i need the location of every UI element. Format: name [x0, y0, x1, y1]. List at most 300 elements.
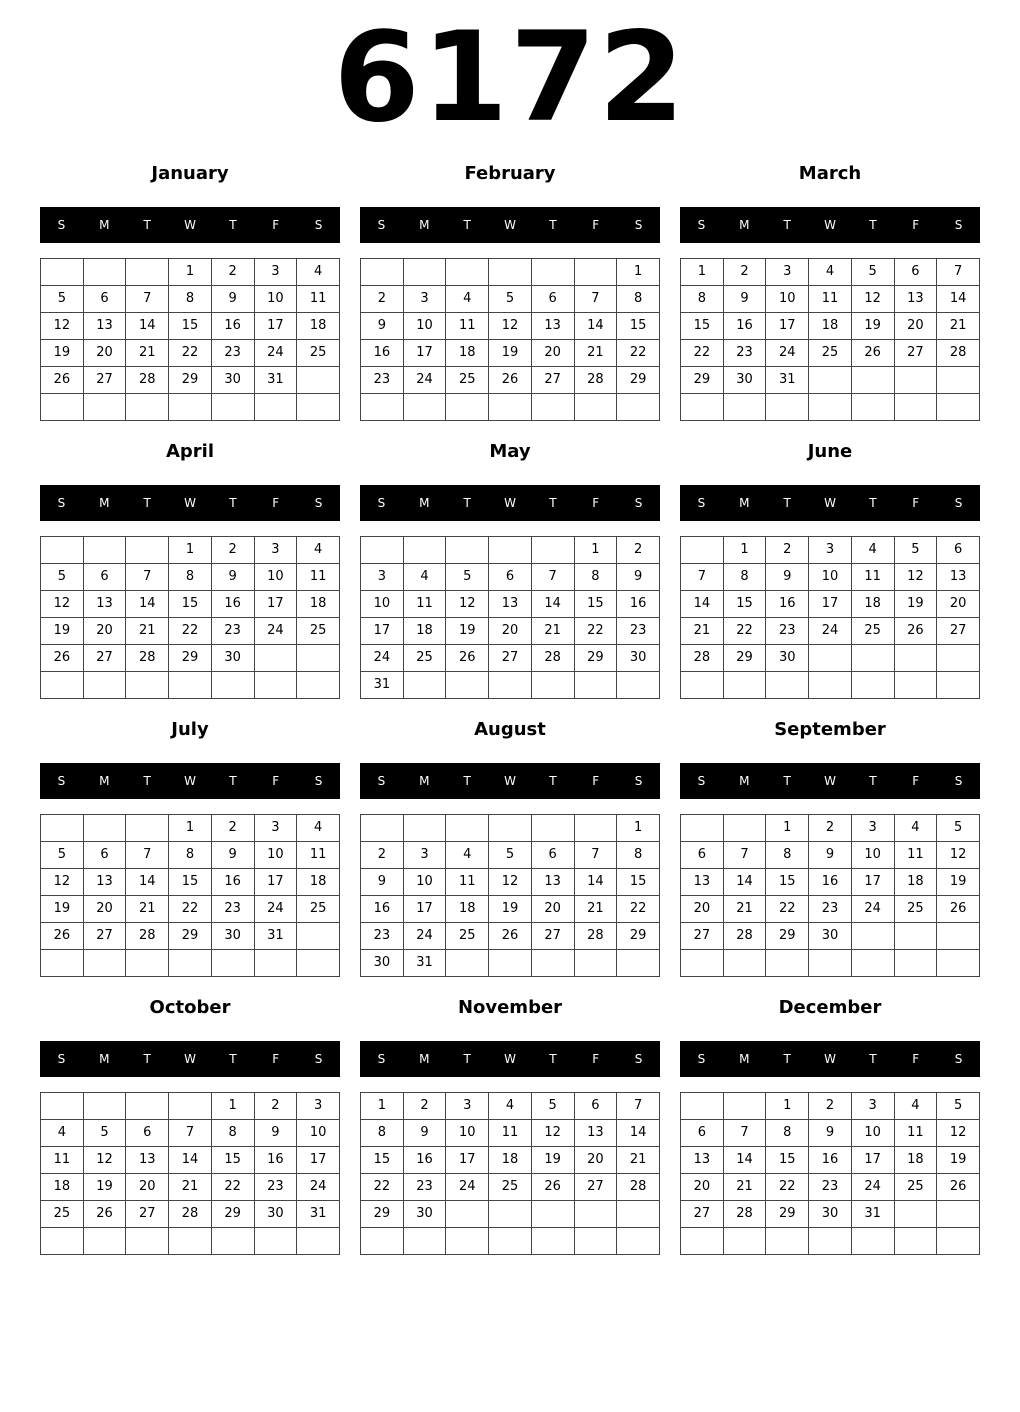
weekday-label: T	[463, 496, 471, 510]
day-cell: 20	[937, 591, 980, 618]
day-cell: 6	[489, 564, 532, 591]
day-cell: 18	[446, 896, 489, 923]
day-cell: 22	[617, 340, 660, 367]
day-cell: 21	[937, 313, 980, 340]
week-row	[41, 869, 340, 896]
day-cell: 3	[403, 286, 446, 313]
day-cell	[681, 672, 724, 699]
day-cell: 6	[681, 842, 724, 869]
day-cell: 15	[169, 591, 212, 618]
day-cell	[403, 394, 446, 421]
day-cell: 30	[211, 367, 254, 394]
week-row	[41, 286, 340, 313]
day-grid	[680, 814, 980, 977]
day-cell: 1	[617, 259, 660, 286]
day-cell	[766, 950, 809, 977]
weekday-label: F	[912, 496, 920, 510]
week-row	[41, 1093, 340, 1120]
day-cell: 16	[361, 340, 404, 367]
day-cell: 13	[531, 313, 574, 340]
week-row	[41, 313, 340, 340]
day-cell: 12	[446, 591, 489, 618]
weekday-header	[360, 485, 660, 521]
week-row	[361, 815, 660, 842]
day-cell: 3	[851, 1093, 894, 1120]
day-grid	[40, 536, 340, 699]
day-cell: 3	[403, 842, 446, 869]
day-cell	[894, 1228, 937, 1255]
day-cell: 28	[169, 1201, 212, 1228]
day-cell	[617, 1228, 660, 1255]
day-cell: 17	[297, 1147, 340, 1174]
day-cell: 17	[851, 1147, 894, 1174]
weekday-label: F	[592, 496, 600, 510]
weekday-label: S	[314, 774, 323, 788]
week-row	[681, 259, 980, 286]
day-cell	[851, 394, 894, 421]
day-cell: 14	[723, 1147, 766, 1174]
week-row	[361, 1174, 660, 1201]
day-cell: 10	[403, 869, 446, 896]
day-cell: 26	[41, 367, 84, 394]
day-cell: 20	[531, 340, 574, 367]
day-cell: 16	[211, 591, 254, 618]
day-cell: 18	[489, 1147, 532, 1174]
day-cell: 10	[851, 842, 894, 869]
day-cell: 8	[211, 1120, 254, 1147]
day-cell: 13	[83, 869, 126, 896]
weekday-label: S	[57, 774, 66, 788]
week-row	[361, 672, 660, 699]
day-cell: 7	[723, 842, 766, 869]
day-cell: 11	[489, 1120, 532, 1147]
week-row	[681, 340, 980, 367]
weekday-label: F	[272, 496, 280, 510]
day-cell	[937, 923, 980, 950]
day-cell: 5	[937, 815, 980, 842]
day-cell: 8	[169, 286, 212, 313]
day-cell	[41, 950, 84, 977]
day-cell: 6	[937, 537, 980, 564]
day-cell	[809, 394, 852, 421]
day-cell: 4	[403, 564, 446, 591]
day-cell: 9	[211, 286, 254, 313]
week-row	[361, 259, 660, 286]
day-cell	[126, 672, 169, 699]
day-cell: 19	[937, 1147, 980, 1174]
day-cell	[531, 1201, 574, 1228]
day-cell: 12	[531, 1120, 574, 1147]
day-cell: 8	[681, 286, 724, 313]
day-cell	[937, 645, 980, 672]
weekday-label: W	[824, 218, 836, 232]
day-cell: 28	[574, 367, 617, 394]
day-cell: 7	[681, 564, 724, 591]
day-cell: 19	[937, 869, 980, 896]
week-row	[41, 950, 340, 977]
week-row	[41, 896, 340, 923]
day-cell: 24	[851, 1174, 894, 1201]
day-cell: 28	[723, 1201, 766, 1228]
day-cell	[723, 672, 766, 699]
day-cell: 15	[211, 1147, 254, 1174]
week-row	[681, 286, 980, 313]
weekday-label: S	[634, 774, 643, 788]
day-cell	[809, 672, 852, 699]
day-cell: 28	[937, 340, 980, 367]
day-cell: 21	[126, 340, 169, 367]
day-cell: 18	[851, 591, 894, 618]
week-row	[681, 815, 980, 842]
week-row	[361, 1147, 660, 1174]
day-cell: 1	[766, 815, 809, 842]
day-cell	[169, 1093, 212, 1120]
day-cell: 9	[403, 1120, 446, 1147]
day-cell: 21	[574, 340, 617, 367]
day-cell	[446, 1201, 489, 1228]
week-row	[361, 645, 660, 672]
week-row	[681, 591, 980, 618]
day-cell: 18	[297, 869, 340, 896]
day-cell	[681, 1228, 724, 1255]
weekday-label: T	[549, 496, 557, 510]
weekday-label: S	[697, 218, 706, 232]
day-cell: 10	[254, 286, 297, 313]
day-cell: 16	[211, 869, 254, 896]
day-cell: 12	[937, 1120, 980, 1147]
day-cell: 24	[766, 340, 809, 367]
day-cell	[809, 950, 852, 977]
weekday-label: F	[592, 1052, 600, 1066]
weekday-label: S	[314, 218, 323, 232]
week-row	[361, 286, 660, 313]
day-cell: 11	[446, 869, 489, 896]
day-cell: 29	[723, 645, 766, 672]
day-cell: 7	[531, 564, 574, 591]
day-cell	[531, 950, 574, 977]
day-cell: 25	[446, 923, 489, 950]
day-cell: 14	[574, 869, 617, 896]
day-cell: 14	[531, 591, 574, 618]
day-cell	[83, 1093, 126, 1120]
day-grid	[360, 814, 660, 977]
day-cell	[83, 1228, 126, 1255]
day-cell: 29	[766, 1201, 809, 1228]
day-cell: 4	[894, 1093, 937, 1120]
day-cell	[41, 815, 84, 842]
weekday-label: T	[143, 218, 151, 232]
day-cell: 10	[766, 286, 809, 313]
weekday-header	[680, 207, 980, 243]
day-cell	[169, 672, 212, 699]
day-cell: 10	[254, 842, 297, 869]
day-cell	[361, 394, 404, 421]
day-cell: 4	[446, 842, 489, 869]
day-cell: 1	[211, 1093, 254, 1120]
day-cell: 16	[809, 869, 852, 896]
day-cell: 5	[41, 842, 84, 869]
day-cell: 14	[169, 1147, 212, 1174]
day-cell: 27	[681, 923, 724, 950]
day-cell: 21	[126, 896, 169, 923]
day-cell: 17	[254, 869, 297, 896]
day-cell: 2	[766, 537, 809, 564]
day-cell: 12	[937, 842, 980, 869]
day-cell: 14	[126, 869, 169, 896]
month-name: October	[149, 997, 231, 1018]
day-cell: 20	[894, 313, 937, 340]
day-cell	[254, 950, 297, 977]
day-cell	[403, 1228, 446, 1255]
day-cell	[809, 367, 852, 394]
day-cell: 24	[254, 340, 297, 367]
day-cell: 2	[403, 1093, 446, 1120]
month-name: December	[778, 997, 882, 1018]
weekday-label: W	[184, 218, 196, 232]
weekday-label: T	[869, 774, 877, 788]
day-cell: 4	[297, 537, 340, 564]
day-cell: 14	[937, 286, 980, 313]
day-cell	[361, 537, 404, 564]
day-cell: 20	[531, 896, 574, 923]
day-cell	[681, 1093, 724, 1120]
weekday-label: W	[824, 774, 836, 788]
day-cell: 1	[169, 537, 212, 564]
month-name: November	[457, 997, 563, 1018]
day-cell	[531, 394, 574, 421]
day-cell	[681, 815, 724, 842]
day-cell: 16	[254, 1147, 297, 1174]
day-cell: 18	[894, 869, 937, 896]
week-row	[681, 1174, 980, 1201]
day-cell: 2	[211, 259, 254, 286]
day-cell: 30	[254, 1201, 297, 1228]
month-name: September	[774, 719, 886, 740]
day-cell: 24	[361, 645, 404, 672]
month-name: March	[798, 163, 862, 184]
day-cell: 10	[446, 1120, 489, 1147]
day-cell: 25	[297, 618, 340, 645]
day-cell: 7	[126, 286, 169, 313]
weekday-label: M	[739, 218, 750, 232]
day-cell: 23	[809, 1174, 852, 1201]
day-cell: 19	[851, 313, 894, 340]
weekday-label: W	[184, 496, 196, 510]
day-cell: 21	[126, 618, 169, 645]
weekday-label: S	[377, 496, 386, 510]
weekday-label: S	[377, 218, 386, 232]
day-cell	[211, 672, 254, 699]
day-cell: 10	[851, 1120, 894, 1147]
day-cell: 31	[254, 367, 297, 394]
day-cell: 26	[851, 340, 894, 367]
day-cell	[297, 950, 340, 977]
weekday-label: S	[954, 496, 963, 510]
day-cell: 10	[297, 1120, 340, 1147]
day-cell	[937, 394, 980, 421]
day-cell	[489, 815, 532, 842]
day-cell: 8	[617, 842, 660, 869]
day-cell: 28	[126, 923, 169, 950]
day-cell	[126, 394, 169, 421]
day-cell: 17	[809, 591, 852, 618]
day-cell: 21	[531, 618, 574, 645]
day-cell	[574, 672, 617, 699]
day-cell	[126, 1228, 169, 1255]
day-cell: 21	[574, 896, 617, 923]
day-cell	[361, 259, 404, 286]
day-cell: 30	[211, 923, 254, 950]
day-cell: 26	[489, 923, 532, 950]
day-cell	[851, 950, 894, 977]
weekday-label: W	[824, 496, 836, 510]
day-cell: 9	[723, 286, 766, 313]
day-cell: 20	[489, 618, 532, 645]
day-cell: 22	[169, 340, 212, 367]
day-cell: 29	[574, 645, 617, 672]
day-cell: 30	[617, 645, 660, 672]
day-cell: 19	[41, 618, 84, 645]
day-cell: 6	[531, 842, 574, 869]
day-cell: 11	[297, 564, 340, 591]
day-cell	[297, 1228, 340, 1255]
day-cell	[937, 672, 980, 699]
day-cell	[297, 645, 340, 672]
weekday-label: S	[377, 1052, 386, 1066]
day-cell: 13	[681, 869, 724, 896]
week-row	[41, 259, 340, 286]
day-cell: 24	[254, 618, 297, 645]
day-cell: 1	[617, 815, 660, 842]
day-cell: 15	[681, 313, 724, 340]
day-cell: 7	[617, 1093, 660, 1120]
day-cell: 5	[41, 286, 84, 313]
day-cell: 30	[809, 923, 852, 950]
day-cell	[126, 259, 169, 286]
day-cell	[723, 950, 766, 977]
day-cell: 5	[41, 564, 84, 591]
day-cell: 17	[766, 313, 809, 340]
weekday-label: M	[419, 774, 430, 788]
day-cell	[574, 950, 617, 977]
day-cell: 29	[681, 367, 724, 394]
day-grid	[680, 536, 980, 699]
week-row	[681, 1147, 980, 1174]
weekday-label: M	[419, 496, 430, 510]
day-cell: 15	[617, 313, 660, 340]
day-cell: 11	[894, 842, 937, 869]
day-cell	[83, 394, 126, 421]
weekday-header	[40, 485, 340, 521]
day-cell: 16	[766, 591, 809, 618]
day-cell: 25	[446, 367, 489, 394]
month-name: April	[165, 441, 215, 462]
day-cell: 20	[574, 1147, 617, 1174]
day-cell: 3	[297, 1093, 340, 1120]
day-cell	[531, 259, 574, 286]
day-cell: 24	[297, 1174, 340, 1201]
day-cell	[83, 537, 126, 564]
day-cell	[851, 672, 894, 699]
day-cell	[41, 537, 84, 564]
day-cell: 22	[723, 618, 766, 645]
weekday-label: T	[143, 496, 151, 510]
week-row	[681, 1120, 980, 1147]
day-cell: 2	[723, 259, 766, 286]
day-cell: 23	[211, 340, 254, 367]
day-cell: 4	[297, 815, 340, 842]
day-cell	[894, 1201, 937, 1228]
day-cell: 29	[617, 367, 660, 394]
day-cell	[617, 394, 660, 421]
day-cell: 15	[617, 869, 660, 896]
day-cell: 8	[766, 1120, 809, 1147]
day-cell: 29	[617, 923, 660, 950]
weekday-label: T	[229, 1052, 237, 1066]
day-cell: 25	[894, 1174, 937, 1201]
weekday-label: T	[869, 496, 877, 510]
day-cell: 29	[169, 367, 212, 394]
day-cell	[169, 394, 212, 421]
day-cell: 30	[766, 645, 809, 672]
day-cell	[894, 950, 937, 977]
day-cell: 4	[297, 259, 340, 286]
week-row	[681, 367, 980, 394]
day-grid	[40, 814, 340, 977]
day-cell: 20	[681, 1174, 724, 1201]
day-cell: 8	[361, 1120, 404, 1147]
month-name: January	[151, 163, 229, 184]
weekday-label: S	[697, 496, 706, 510]
day-cell: 12	[41, 313, 84, 340]
day-cell	[83, 815, 126, 842]
day-cell: 10	[403, 313, 446, 340]
day-cell	[403, 672, 446, 699]
day-cell	[297, 394, 340, 421]
day-cell: 18	[446, 340, 489, 367]
day-cell	[446, 950, 489, 977]
weekday-label: S	[634, 1052, 643, 1066]
day-cell	[489, 537, 532, 564]
day-cell	[41, 259, 84, 286]
week-row	[681, 394, 980, 421]
day-cell	[489, 950, 532, 977]
day-cell: 13	[489, 591, 532, 618]
day-cell: 6	[574, 1093, 617, 1120]
day-cell: 9	[361, 869, 404, 896]
week-row	[361, 367, 660, 394]
day-cell	[254, 394, 297, 421]
day-cell	[489, 1228, 532, 1255]
day-cell: 8	[169, 564, 212, 591]
day-cell	[723, 394, 766, 421]
day-cell: 15	[574, 591, 617, 618]
day-cell: 5	[446, 564, 489, 591]
weekday-label: S	[954, 774, 963, 788]
week-row	[681, 869, 980, 896]
day-cell: 22	[574, 618, 617, 645]
day-cell: 17	[254, 313, 297, 340]
day-cell: 30	[211, 645, 254, 672]
day-cell	[851, 645, 894, 672]
weekday-label: S	[57, 1052, 66, 1066]
day-cell: 20	[681, 896, 724, 923]
day-cell	[894, 672, 937, 699]
day-cell	[403, 259, 446, 286]
day-cell: 11	[297, 286, 340, 313]
day-cell	[489, 394, 532, 421]
day-cell: 17	[403, 340, 446, 367]
